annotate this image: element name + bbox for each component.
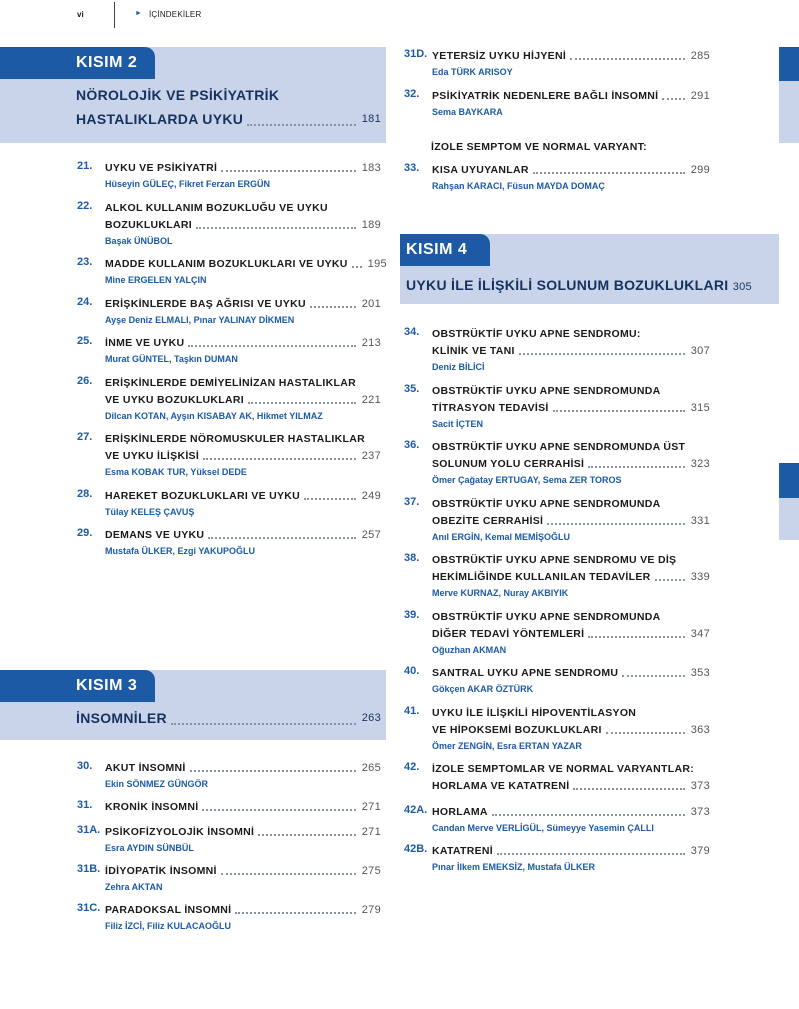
entry-title-line xyxy=(432,609,710,626)
entry-page-number: 299 xyxy=(690,164,710,176)
kisim-2-title-text: HASTALIKLARDA UYKU xyxy=(76,111,244,127)
entry-title-text: OBSTRÜKTİF UYKU APNE SENDROMUNDA xyxy=(432,497,661,510)
entry-page-number: 373 xyxy=(690,780,710,792)
entry-title-line xyxy=(105,799,381,816)
entry-authors: Esra AYDIN SÜNBÜL xyxy=(105,843,194,853)
triangle-arrow-icon: ► xyxy=(135,10,142,17)
entry-title-line xyxy=(105,902,381,919)
entry-title-line xyxy=(105,760,381,777)
leader-dots xyxy=(221,170,356,172)
leader-dots xyxy=(533,172,685,174)
entry-page-number: 265 xyxy=(361,762,381,774)
entry-title-line xyxy=(105,217,381,234)
kisim-4-page: 305 xyxy=(732,281,752,293)
leader-dots xyxy=(588,466,684,468)
entry-page-number: 201 xyxy=(361,297,381,310)
entry-authors: Başak ÜNÜBOL xyxy=(105,235,173,246)
entry-page-number: 291 xyxy=(690,90,710,102)
leader-dots xyxy=(492,814,685,816)
entry-number: 31A. xyxy=(77,824,101,836)
kisim-2-title-line2 xyxy=(76,108,381,131)
entry-title-text: OBSTRÜKTİF UYKU APNE SENDROMU: xyxy=(432,328,641,340)
leader-dots xyxy=(588,636,684,638)
entry-title-text: UYKU İLE İLİŞKİLİ HİPOVENTİLASYON xyxy=(432,706,637,719)
entry-number: 21. xyxy=(77,160,93,172)
entry-title-text: KRONİK İNSOMNİ xyxy=(105,801,199,813)
leader-dots xyxy=(248,402,356,404)
entry-title-line xyxy=(432,48,710,65)
entry-title-text: HEKİMLİĞİNDE KULLANILAN TEDAVİLER xyxy=(432,571,651,583)
entry-title-text: DİĞER TEDAVİ YÖNTEMLERİ xyxy=(432,627,585,640)
leader-dots xyxy=(655,579,685,581)
leader-dots xyxy=(171,723,356,725)
entry-title-line xyxy=(432,456,710,473)
entry-title-line xyxy=(105,431,381,448)
kisim-2-label: KISIM 2 xyxy=(0,47,155,79)
entry-title-text: DEMANS VE UYKU xyxy=(105,529,205,541)
entry-authors: Mine ERGELEN YALÇIN xyxy=(105,275,207,285)
kisim-3-title-text: İNSOMNİLER xyxy=(76,710,167,726)
entry-title-line xyxy=(105,296,381,313)
leader-dots xyxy=(622,675,684,677)
entry-title-line xyxy=(432,383,710,400)
entry-page-number: 323 xyxy=(690,458,710,470)
entry-title-text: SANTRAL UYKU APNE SENDROMU xyxy=(432,667,619,679)
leader-dots xyxy=(310,306,356,308)
entry-page-number: 275 xyxy=(361,865,381,877)
entry-title-text: PSİKOFİZYOLOJİK İNSOMNİ xyxy=(105,826,255,838)
entry-page-number: 379 xyxy=(690,845,710,857)
kisim-3-label: KISIM 3 xyxy=(0,670,155,702)
entry-title-text: UYKU VE PSİKİYATRİ xyxy=(105,162,218,174)
entry-authors: Sema BAYKARA xyxy=(432,107,503,117)
entry-title-text: KATATRENİ xyxy=(432,845,494,857)
leader-dots xyxy=(497,853,685,855)
entry-page-number: 347 xyxy=(690,627,710,640)
entry-title-text: KISA UYUYANLAR xyxy=(432,164,529,176)
entry-title-line xyxy=(432,513,710,530)
leader-dots xyxy=(203,458,356,460)
entry-number: 31D. xyxy=(404,48,428,60)
entry-title-line xyxy=(432,439,710,456)
entry-authors: Ekin SÖNMEZ GÜNGÖR xyxy=(105,779,209,789)
leader-dots xyxy=(208,537,355,539)
entry-title-text: KLİNİK VE TANI xyxy=(432,345,515,357)
entry-title-line xyxy=(432,326,710,343)
entry-title-text: HORLAMA VE KATATRENİ xyxy=(432,780,570,792)
leader-dots xyxy=(202,809,355,811)
entry-number: 38. xyxy=(404,552,420,564)
entry-title-line xyxy=(432,778,710,795)
leader-dots xyxy=(570,58,685,60)
entry-page-number: 195 xyxy=(367,258,387,270)
entry-title-text: İZOLE SEMPTOMLAR VE NORMAL VARYANTLAR: xyxy=(432,763,695,775)
entry-title-text: YETERSİZ UYKU HİJYENİ xyxy=(432,50,567,62)
entry-title-line xyxy=(432,843,710,860)
entry-number: 28. xyxy=(77,487,93,500)
entry-authors: Candan Merve VERLİGÜL, Sümeyye Yasemin ÇALLI xyxy=(432,822,654,833)
entry-number: 22. xyxy=(77,199,93,212)
entry-number: 36. xyxy=(404,439,420,451)
entry-number: 35. xyxy=(404,382,420,395)
entry-page-number: 237 xyxy=(361,450,381,462)
entry-title-text: PSİKİYATRİK NEDENLERE BAĞLI İNSOMNİ xyxy=(432,90,659,102)
header-divider xyxy=(114,2,115,28)
entry-number: 42. xyxy=(404,761,420,773)
entry-authors: Gökçen AKAR ÖZTÜRK xyxy=(432,684,534,694)
leader-dots xyxy=(188,345,355,347)
leader-dots xyxy=(258,834,355,836)
entry-number: 25. xyxy=(77,335,93,347)
entry-page-number: 257 xyxy=(361,529,381,541)
entry-title-line xyxy=(105,200,381,217)
entry-page-number: 353 xyxy=(690,667,710,679)
entry-title-line xyxy=(432,705,710,722)
leader-dots xyxy=(573,788,684,790)
entry-authors: Murat GÜNTEL, Taşkın DUMAN xyxy=(105,354,238,364)
kisim-4-label: KISIM 4 xyxy=(400,234,490,266)
entry-page-number: 213 xyxy=(361,337,381,349)
entry-page-number: 315 xyxy=(690,401,710,414)
entry-title-text: VE UYKU BOZUKLUKLARI xyxy=(105,393,244,406)
entry-number: 23. xyxy=(77,256,93,268)
entry-title-text: BOZUKLUKLARI xyxy=(105,218,193,231)
entry-authors: Rahşan KARACI, Füsun MAYDA DOMAÇ xyxy=(432,181,605,191)
entry-title-line xyxy=(432,400,710,417)
entry-page-number: 307 xyxy=(690,345,710,357)
side-tab-dark-2 xyxy=(779,463,799,498)
side-tab-light-1 xyxy=(779,81,799,143)
side-tab-light-2 xyxy=(779,498,799,540)
entry-title-text: VE HİPOKSEMİ BOZUKLUKLARI xyxy=(432,723,602,736)
entry-title-text: ALKOL KULLANIM BOZUKLUĞU VE UYKU xyxy=(105,201,328,214)
entry-page-number: 221 xyxy=(361,393,381,406)
entry-title-text: OBSTRÜKTİF UYKU APNE SENDROMUNDA xyxy=(432,610,661,623)
leader-dots xyxy=(221,873,356,875)
kisim-4-title xyxy=(406,274,752,299)
entry-title-text: OBEZİTE CERRAHİSİ xyxy=(432,514,544,527)
entry-authors: Eda TÜRK ARISOY xyxy=(432,67,513,77)
entry-authors: Oğuzhan AKMAN xyxy=(432,644,507,655)
leader-dots xyxy=(519,353,685,355)
entry-number: 26. xyxy=(77,374,93,387)
entry-title-text: HORLAMA xyxy=(432,805,488,818)
entry-title-line xyxy=(432,569,710,586)
entry-page-number: 373 xyxy=(690,805,710,818)
leader-dots xyxy=(606,732,685,734)
kisim-2-page: 181 xyxy=(361,113,381,125)
entry-title-line xyxy=(105,824,381,841)
entry-title-text: İNME VE UYKU xyxy=(105,337,185,349)
entry-page-number: 271 xyxy=(361,801,381,813)
entry-title-text: SOLUNUM YOLU CERRAHİSİ xyxy=(432,458,585,470)
entry-number: 39. xyxy=(404,608,420,621)
leader-dots xyxy=(190,770,356,772)
kisim-3-title xyxy=(76,707,381,730)
entry-number: 32. xyxy=(404,88,420,100)
izole-heading xyxy=(431,139,647,156)
entry-title-line xyxy=(432,552,710,569)
entry-title-text: ERİŞKİNLERDE DEMİYELİNİZAN HASTALIKLAR xyxy=(105,376,356,389)
entry-number: 41. xyxy=(404,704,420,717)
entry-number: 27. xyxy=(77,431,93,443)
kisim-4-title-text: UYKU İLE İLİŞKİLİ SOLUNUM BOZUKLUKLARI xyxy=(406,277,729,293)
leader-dots xyxy=(235,912,355,914)
entry-title-text: ERİŞKİNLERDE NÖROMUSKULER HASTALIKLAR xyxy=(105,433,365,445)
entry-title-line xyxy=(432,343,710,360)
entry-page-number: 339 xyxy=(690,571,710,583)
entry-authors: Deniz BİLİCİ xyxy=(432,362,485,372)
entry-title-line xyxy=(105,448,381,465)
entry-number: 31C. xyxy=(77,902,101,914)
entry-authors: Ömer ZENGİN, Esra ERTAN YAZAR xyxy=(432,740,582,751)
entry-number: 37. xyxy=(404,495,420,508)
entry-authors: Zehra AKTAN xyxy=(105,882,163,892)
entry-authors: Pınar İlkem EMEKSİZ, Mustafa ÜLKER xyxy=(432,862,596,872)
entry-authors: Hüseyin GÜLEÇ, Fikret Ferzan ERGÜN xyxy=(105,179,271,189)
entry-title-text: TİTRASYON TEDAVİSİ xyxy=(432,401,549,414)
kisim-2-title-line1: NÖROLOJİK VE PSİKİYATRİK xyxy=(76,87,280,103)
entry-title-text: VE UYKU İLİŞKİSİ xyxy=(105,450,200,462)
entry-authors: Sacit İÇTEN xyxy=(432,418,484,429)
entry-title-text: ERİŞKİNLERDE BAŞ AĞRISI VE UYKU xyxy=(105,297,306,310)
entry-title-text: AKUT İNSOMNİ xyxy=(105,762,186,774)
entry-authors: Esma KOBAK TUR, Yüksel DEDE xyxy=(105,467,247,477)
leader-dots xyxy=(352,266,362,268)
leader-dots xyxy=(547,523,684,525)
leader-dots xyxy=(304,498,356,500)
entry-page-number: 331 xyxy=(690,514,710,527)
entry-authors: Mustafa ÜLKER, Ezgi YAKUPOĞLU xyxy=(105,546,256,556)
entry-title-line xyxy=(105,160,381,177)
leader-dots xyxy=(662,98,684,100)
entry-authors: Ömer Çağatay ERTUGAY, Sema ZER TOROS xyxy=(432,475,622,485)
entry-title-text: OBSTRÜKTİF UYKU APNE SENDROMUNDA ÜST xyxy=(432,441,686,453)
entry-number: 30. xyxy=(77,760,93,772)
entry-title-line xyxy=(105,375,381,392)
entry-authors: Anıl ERGİN, Kemal MEMİŞOĞLU xyxy=(432,531,571,542)
entry-title-line xyxy=(432,496,710,513)
entry-title-text: İDİYOPATİK İNSOMNİ xyxy=(105,865,217,877)
entry-page-number: 249 xyxy=(361,489,381,502)
entry-number: 33. xyxy=(404,162,420,174)
entry-number: 31. xyxy=(77,799,93,811)
entry-page-number: 279 xyxy=(361,904,381,916)
leader-dots xyxy=(553,410,685,412)
entry-page-number: 183 xyxy=(361,162,381,174)
entry-number: 40. xyxy=(404,665,420,677)
entry-number: 42B. xyxy=(404,843,428,855)
izole-heading-text: İZOLE SEMPTOM VE NORMAL VARYANT: xyxy=(431,141,647,153)
running-title: İÇİNDEKİLER xyxy=(149,10,202,19)
entry-title-text: PARADOKSAL İNSOMNİ xyxy=(105,904,232,916)
entry-title-line xyxy=(105,392,381,409)
entry-page-number: 271 xyxy=(361,826,381,838)
entry-number: 31B. xyxy=(77,863,101,875)
kisim-3-page: 263 xyxy=(361,712,381,724)
entry-authors: Filiz İZCİ, Filiz KULACAOĞLU xyxy=(105,921,231,931)
entry-title-line xyxy=(432,162,710,179)
entry-title-text: HAREKET BOZUKLUKLARI VE UYKU xyxy=(105,489,301,502)
entry-page-number: 285 xyxy=(690,50,710,62)
entry-title-line xyxy=(432,626,710,643)
entry-title-line xyxy=(432,665,710,682)
entry-authors: Dilcan KOTAN, Ayşın KISABAY AK, Hikmet YILMAZ xyxy=(105,410,323,421)
entry-title-text: OBSTRÜKTİF UYKU APNE SENDROMUNDA xyxy=(432,384,661,397)
entry-title-line xyxy=(105,863,381,880)
page-number: vi xyxy=(77,10,84,19)
entry-number: 24. xyxy=(77,295,93,308)
side-tab-dark-1 xyxy=(779,47,799,81)
entry-number: 42A. xyxy=(404,803,428,816)
entry-title-line xyxy=(432,88,710,105)
entry-title-line xyxy=(432,804,710,821)
entry-number: 34. xyxy=(404,326,420,338)
entry-page-number: 363 xyxy=(690,723,710,736)
entry-page-number: 189 xyxy=(361,218,381,231)
entry-authors: Ayşe Deniz ELMALI, Pınar YALINAY DİKMEN xyxy=(105,314,295,325)
entry-title-text: MADDE KULLANIM BOZUKLUKLARI VE UYKU xyxy=(105,258,348,270)
entry-title-line xyxy=(105,488,381,505)
leader-dots xyxy=(247,124,356,126)
entry-title-line xyxy=(105,335,381,352)
entry-title-text: OBSTRÜKTİF UYKU APNE SENDROMU VE DİŞ xyxy=(432,554,677,566)
entry-title-line xyxy=(432,722,710,739)
entry-authors: Merve KURNAZ, Nuray AKBIYIK xyxy=(432,588,569,598)
leader-dots xyxy=(196,227,356,229)
entry-title-line xyxy=(105,527,381,544)
entry-title-line xyxy=(432,761,710,778)
entry-title-line xyxy=(105,256,387,273)
entry-authors: Tülay KELEŞ ÇAVUŞ xyxy=(105,506,195,517)
entry-number: 29. xyxy=(77,527,93,539)
